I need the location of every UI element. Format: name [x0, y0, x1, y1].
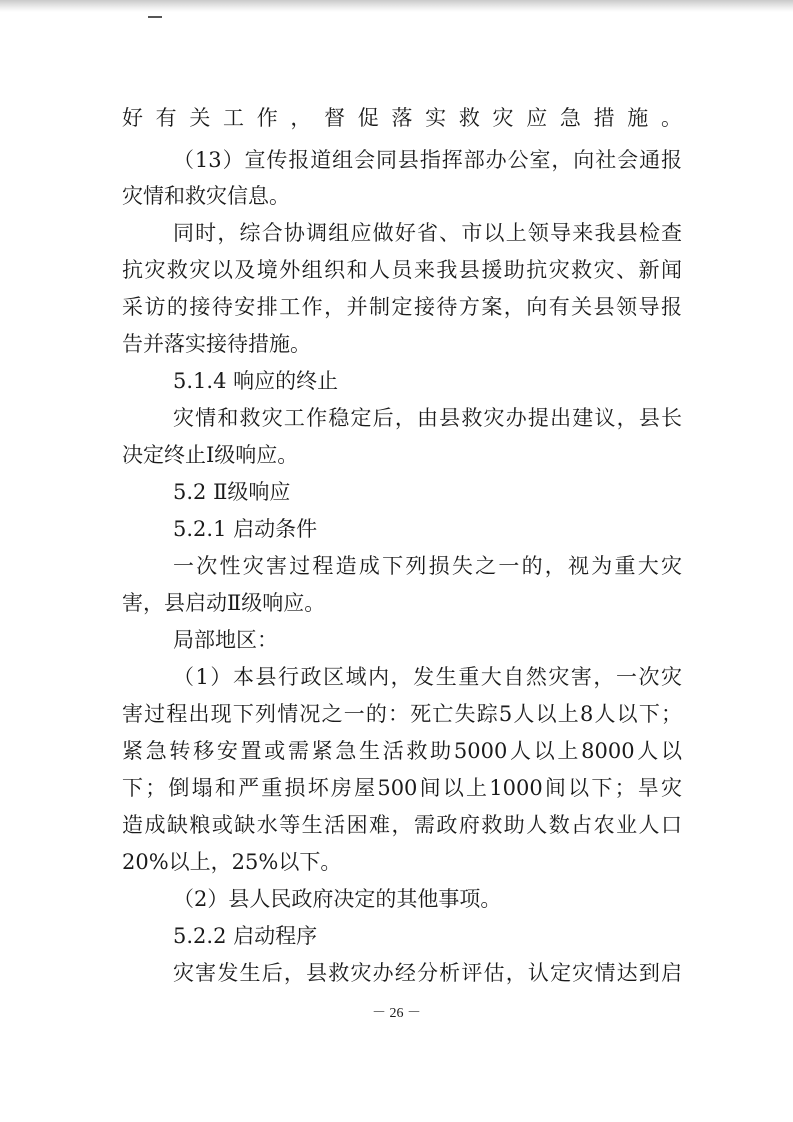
section-heading: 5.2 Ⅱ级响应: [173, 480, 291, 504]
text-line: 采访的接待安排工作，并制定接待方案，向有关县领导报: [122, 295, 682, 319]
text-line: 决定终止Ⅰ级响应。: [122, 443, 299, 467]
text-line: （1）本县行政区域内，发生重大自然灾害，一次灾: [173, 665, 682, 689]
text-line: （2）县人民政府决定的其他事项。: [173, 887, 502, 911]
text-line: 灾害发生后，县救灾办经分析评估，认定灾情达到启: [173, 961, 682, 985]
text-line: 同时，综合协调组应做好省、市以上领导来我县检查: [173, 221, 682, 245]
text-line: 灾情和救灾工作稳定后，由县救灾办提出建议，县长: [173, 406, 682, 430]
text-line: 一次性灾害过程造成下列损失之一的，视为重大灾: [173, 554, 682, 578]
text-line: 灾情和救灾信息。: [122, 184, 290, 208]
text-line: 造成缺粮或缺水等生活困难，需政府救助人数占农业人口: [122, 813, 682, 837]
text-line: 抗灾救灾以及境外组织和人员来我县援助抗灾救灾、新闻: [122, 258, 682, 282]
text-line: （13）宣传报道组会同县指挥部办公室，向社会通报: [173, 148, 682, 172]
text-line: 害，县启动Ⅱ级响应。: [122, 591, 326, 615]
page-number: － 26 －: [372, 1006, 421, 1021]
text-line: 好有关工作，督促落实救灾应急措施。: [122, 106, 682, 130]
text-line: 害过程出现下列情况之一的：死亡失踪5人以上8人以下；: [122, 702, 682, 726]
text-line: 告并落实接待措施。: [122, 332, 311, 356]
text-line: 紧急转移安置或需紧急生活救助5000人以上8000人以: [122, 739, 682, 763]
text-line: 20%以上，25%以下。: [122, 850, 342, 874]
section-heading: 5.2.1 启动条件: [173, 517, 318, 541]
text-line: 局部地区：: [173, 628, 278, 652]
section-heading: 5.2.2 启动程序: [173, 924, 318, 948]
section-heading: 5.1.4 响应的终止: [173, 369, 339, 393]
text-line: 下；倒塌和严重损坏房屋500间以上1000间以下；旱灾: [122, 776, 682, 800]
